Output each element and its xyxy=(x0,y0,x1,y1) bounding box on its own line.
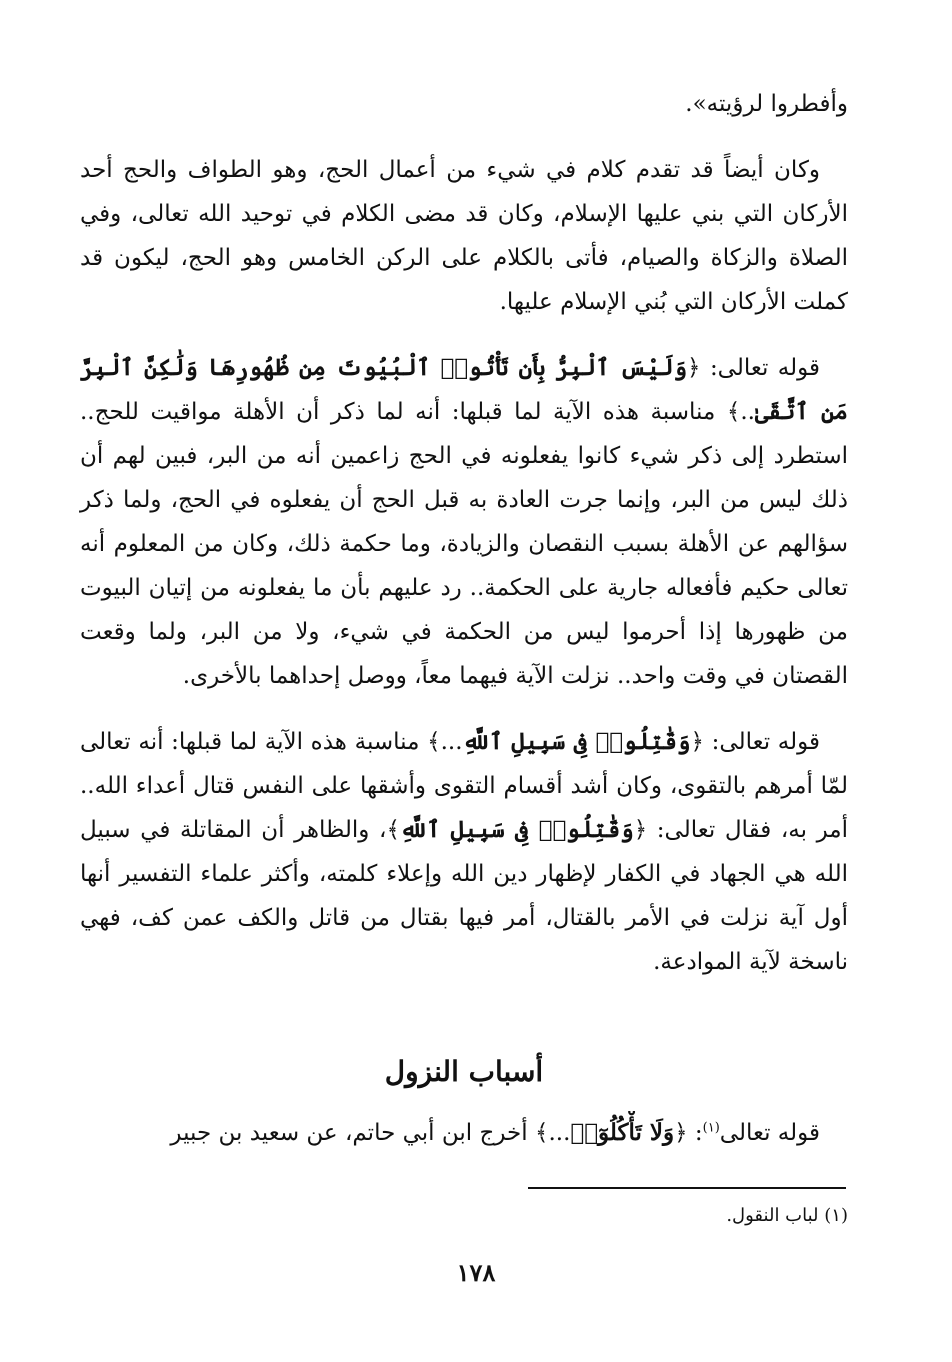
paragraph-3-text-1: مناسبة هذه الآية لما قبلها: أنه تعالى لمّا أمرهم بالتقوى، وكان أشد أقسام التقوى وأشقها على النفس قتال أعداء الله.. أمر به، فقال تعالى: xyxy=(80,729,848,843)
section-heading: أسباب النزول xyxy=(384,1055,544,1088)
paragraph-4: قوله تعالى$^{(١)}$: ﴿وَلَا تَأْكُلُوٓا۟...﴾ أخرج ابن أبي حاتم، عن سعيد بن جبير xyxy=(170,1119,820,1146)
footnote-ref: (١) xyxy=(702,1120,720,1136)
quran-ornament-open-icon: ﴿ xyxy=(674,1120,688,1146)
footnote xyxy=(726,1200,848,1232)
quran-ornament-open-icon: ﴿ xyxy=(633,817,648,843)
footnote-number: (١) xyxy=(824,1205,848,1226)
quran-ornament-close-icon: ﴾ xyxy=(534,1120,549,1146)
quran-ornament-open-icon: ﴿ xyxy=(687,355,701,381)
paragraph-0: وأفطروا لرؤيته». xyxy=(685,91,848,117)
paragraph-4-text: أخرج ابن أبي حاتم، عن سعيد بن جبير xyxy=(170,1120,528,1146)
quran-verse-1: وَلَيْسَ ٱلْبِرُّ بِأَن تَأْتُوا۟ ٱلْبُيُوتَ مِن ظُهُورِهَا وَلَٰكِنَّ ٱلْبِرَّ مَنِ ٱتَّقَىٰ xyxy=(80,354,848,425)
body-text xyxy=(80,82,848,1006)
paragraph-3-lead: قوله تعالى: xyxy=(711,729,821,755)
paragraph-2: قوله تعالى: ﴿وَلَيْسَ ٱلْبِرُّ بِأَن تَأْتُوا۟ ٱلْبُيُوتَ مِن ظُهُورِهَا وَلَٰكِنَّ ٱلْبِرَّ مَنِ ٱتَّقَىٰ..﴾ مناسبة هذه الآية لما قبلها: أنه لما ذكر أن الأهلة مواقيت للحج.. استطرد إلى ذكر شيء كانوا يفعلونه في الحج زاعمين أنه من البر، فبين لهم أن ذلك ليس من البر، وإنما جرت العادة به قبل الحج أن يفعلوه في الحج، ولما ذكر سؤالهم عن الأهلة بسبب النقصان والزيادة، وما حكمة ذلك، وكان من المعلوم أنه تعالى حكيم فأفعاله جارية على الحكمة.. رد عليهم بأن ما يفعلونه من إتيان البيوت من ظهورها إذا أحرموا ليس من الحكمة في شيء، ولا من البر، ولما وقعت القصتان في وقت واحد.. نزلت الآية فيهما معاً، ووصل إحداهما بالأخرى. xyxy=(80,354,848,689)
paragraph-1: وكان أيضاً قد تقدم كلام في شيء من أعمال الحج، وهو الطواف والحج أحد الأركان التي بني عليها الإسلام، وكان قد مضى الكلام في توحيد الله تعالى، وفي الصلاة والزكاة والصيام، فأتى بالكلام على الركن الخامس وهو الحج، ليكون قد كملت الأركان التي بُني الإسلام عليها. xyxy=(80,157,848,315)
quran-ornament-close-icon: ﴾ xyxy=(726,399,741,425)
quran-ornament-open-icon: ﴿ xyxy=(690,729,704,755)
quran-ornament-close-icon: ﴾ xyxy=(386,817,400,843)
paragraph-2-lead: قوله تعالى: xyxy=(709,355,820,381)
footnote-divider xyxy=(528,1187,846,1189)
quran-verse-2: وَقَٰتِلُوا۟ فِى سَبِيلِ ٱللَّهِ xyxy=(462,728,691,755)
paragraph-2-text: مناسبة هذه الآية لما قبلها: أنه لما ذكر أن الأهلة مواقيت للحج.. استطرد إلى ذكر شيء كانوا يفعلونه في الحج زاعمين أنه من البر، فبين لهم أن ذلك ليس من البر، وإنما جرت العادة به قبل الحج أن يفعلوه في الحج، ولما ذكر سؤالهم عن الأهلة بسبب النقصان والزيادة، وما حكمة ذلك، وكان من المعلوم أنه تعالى حكيم فأفعاله جارية على الحكمة.. رد عليهم بأن ما يفعلونه من إتيان البيوت من ظهورها إذا أحرموا ليس من الحكمة في شيء، ولا من البر، ولما وقعت القصتان في وقت واحد.. نزلت الآية فيهما معاً، ووصل إحداهما بالأخرى. xyxy=(80,399,848,689)
quran-verse-3: وَقَٰتِلُوا۟ فِى سَبِيلِ ٱللَّهِ xyxy=(399,816,634,843)
paragraph-3: قوله تعالى: ﴿وَقَٰتِلُوا۟ فِى سَبِيلِ ٱللَّهِ...﴾ مناسبة هذه الآية لما قبلها: أنه تعالى لمّا أمرهم بالتقوى، وكان أشد أقسام التقوى وأشقها على النفس قتال أعداء الله.. أمر به، فقال تعالى: ﴿وَقَٰتِلُوا۟ فِى سَبِيلِ ٱللَّهِ﴾، والظاهر أن المقاتلة في سبيل الله هي الجهاد في الكفار لإظهار دين الله وإعلاء كلمته، وأكثر علماء التفسير أنها أول آية نزلت في الأمر بالقتال، أمر فيها بقتال من قاتل والكف عمن كف، فهي ناسخة لآية الموادعة. xyxy=(80,728,848,975)
quran-verse-4: وَلَا تَأْكُلُوٓا۟ xyxy=(570,1119,675,1146)
footnote-text: لباب النقول. xyxy=(726,1205,819,1226)
page-number: ١٧٨ xyxy=(456,1258,496,1287)
quran-ornament-close-icon: ﴾ xyxy=(427,729,441,755)
paragraph-3-text-2: ، والظاهر أن المقاتلة في سبيل الله هي الجهاد في الكفار لإظهار دين الله وإعلاء كلمته، وأكثر علماء التفسير أنها أول آية نزلت في الأمر بالقتال، أمر فيها بقتال من قاتل والكف عمن كف، فهي ناسخة لآية الموادعة. xyxy=(80,817,848,975)
